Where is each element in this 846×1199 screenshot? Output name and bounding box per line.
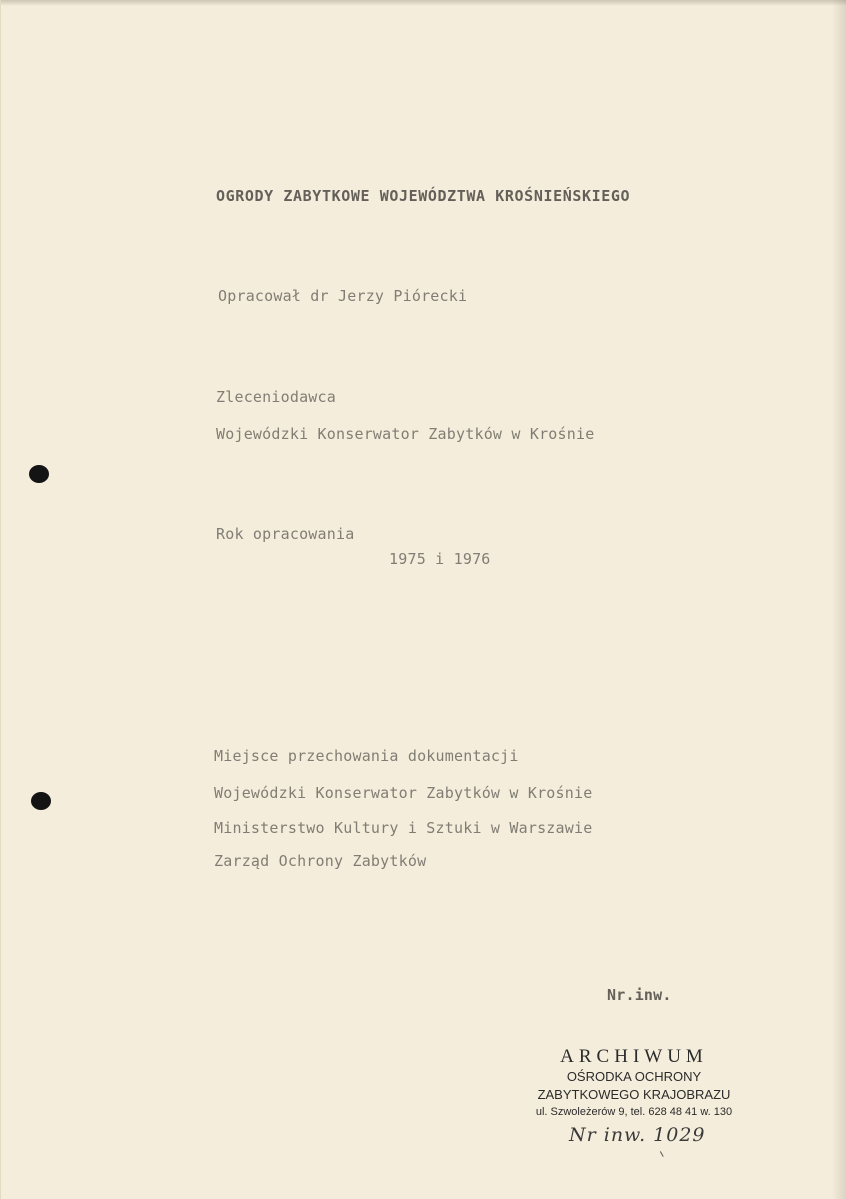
page-edge-shadow xyxy=(832,0,846,1199)
page-top-shadow xyxy=(1,0,846,6)
document-title: OGRODY ZABYTKOWE WOJEWÓDZTWA KROŚNIEŃSKIEGO xyxy=(216,187,631,205)
stamp-line-4: ul. Szwoleżerów 9, tel. 628 48 41 w. 130 xyxy=(535,1106,733,1118)
year-label: Rok opracowania xyxy=(216,525,355,543)
storage-line-2: Ministerstwo Kultury i Sztuki w Warszawie xyxy=(214,819,593,837)
commissioner-value: Wojewódzki Konserwator Zabytków w Krośnie xyxy=(216,425,595,443)
storage-line-1: Wojewódzki Konserwator Zabytków w Krośnie xyxy=(214,784,593,802)
inventory-label: Nr.inw. xyxy=(607,986,672,1004)
archive-stamp xyxy=(529,1046,739,1121)
storage-line-3: Zarząd Ochrony Zabytków xyxy=(214,852,427,870)
handwritten-inventory-number: Nr inw. 1029 xyxy=(569,1124,706,1146)
year-value: 1975 i 1976 xyxy=(389,550,491,568)
stamp-line-1: ARCHIWUM xyxy=(560,1046,708,1067)
stamp-line-3: ZABYTKOWEGO KRAJOBRAZU xyxy=(537,1087,731,1102)
commissioner-label: Zleceniodawca xyxy=(216,388,336,406)
pen-mark xyxy=(660,1149,667,1157)
author-line: Opracował dr Jerzy Piórecki xyxy=(218,287,468,305)
punch-hole-lower xyxy=(31,792,51,810)
storage-label: Miejsce przechowania dokumentacji xyxy=(214,747,519,765)
punch-hole-upper xyxy=(29,465,49,483)
stamp-line-2: OŚRODKA OCHRONY xyxy=(566,1069,702,1084)
